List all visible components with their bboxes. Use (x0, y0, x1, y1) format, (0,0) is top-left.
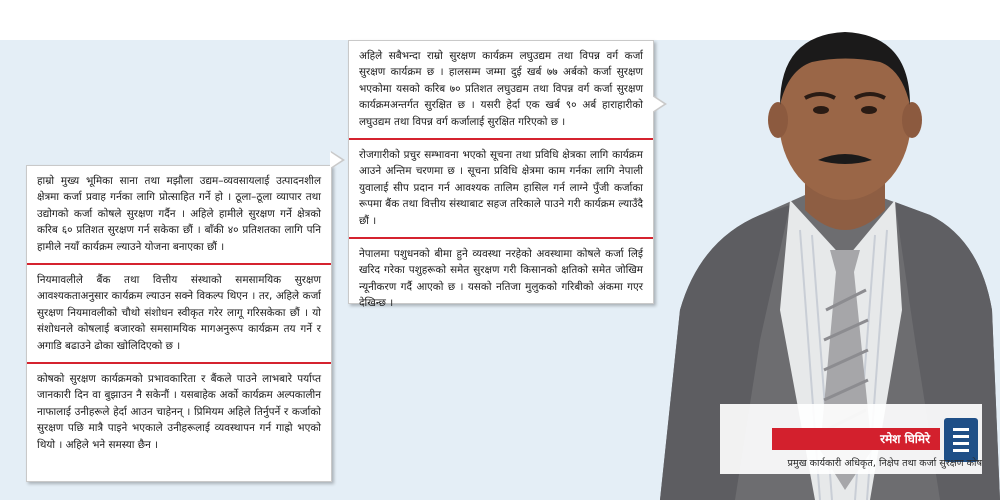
red-divider (27, 263, 331, 265)
speech-tail-left-fill (330, 152, 342, 168)
quote-box-right (348, 40, 654, 310)
person-title: प्रमुख कार्यकारी अधिकृत, निक्षेप तथा कर्जा सुरक्षण कोष (787, 458, 982, 469)
quote-right-paragraph-3: नेपालमा पशुधनको बीमा हुने व्यवस्था नरहेको अवस्थामा कोषले कर्जा लिई खरिद गरेका पशुहरूको समेत सुरक्षण गरी किसानको क्षतिको समेत जोखिम न्यूनीकरण गर्दै आएको छ । यसको नतिजा मुलुकको गरिबीको अंकमा गएर देखिन्छ । (359, 248, 643, 310)
red-divider (349, 237, 653, 239)
person-name: रमेश घिमिरे (772, 428, 940, 450)
quote-right-paragraph-2: रोजगारीको प्रचुर सम्भावना भएको सूचना तथा प्रविधि क्षेत्रका लागि कार्यक्रम आउने अन्तिम चरणमा छ । सूचना प्रविधि क्षेत्रमा काम गर्नका लागि नेपाली युवालाई सीप प्रदान गर्न आवश्यक तालिम हासिल गर्न लाग्ने पुँजी कर्जाका रूपमा बैंक तथा वित्तीय संस्थाबाट सहज तरिकाले पाउने गरी कार्यक्रम ल्याउँदै छौं । (359, 149, 643, 227)
red-divider (27, 362, 331, 364)
quote-left-paragraph-3: कोषको सुरक्षण कार्यक्रमको प्रभावकारिता र बैंकले पाउने लाभबारे पर्याप्त जानकारी दिन वा बुझाउन नै सकेनौं । यसबाहेक अर्को कार्यक्रम अल्पकालीन नाफालाई उनीहरूले हेर्दा आउन चाहेनन् । प्रिमियम अहिले तिर्नुपर्ने र कर्जाको सुरक्षण पछि मात्रै पाइने भएकाले उनीहरूलाई व्यवस्थापन गर्न गाह्रो भएको थियो । अहिले भने समस्या छैन । (37, 373, 321, 451)
caption-block (720, 404, 982, 474)
quote-left-paragraph-2: नियमावलीले बैंक तथा वित्तीय संस्थाको समसामयिक सुरक्षण आवश्यकताअनुसार कार्यक्रम ल्याउन सक्ने विकल्प थिएन । तर, अहिले कर्जा सुरक्षण नियमावलीको चौथो संशोधन स्वीकृत गरेर लागू गरिसकेका छौं । यो संशोधनले कोषलाई बजारको समसामयिक मागअनुरूप कार्यक्रम तय गर्ने र अगाडि बढाउने ढोका खोलिदिएको छ । (37, 274, 321, 352)
quote-box-left (26, 165, 332, 482)
quote-left-paragraph-1: हाम्रो मुख्य भूमिका साना तथा मझौला उद्यम–व्यवसायलाई उत्पादनशील क्षेत्रमा कर्जा प्रवाह गर्नका लागि प्रोत्साहित गर्ने हो । ठूला–ठूला व्यापार तथा उद्योगको कर्जा कोषले सुरक्षण गर्दैन । अहिले हामीले सुरक्षण गर्ने क्षेत्रको करिब ६० प्रतिशत सुरक्षण गर्न सकेका छौं । बाँकी ४० प्रतिशतका लागि पनि हामीले नयाँ कार्यक्रम ल्याउने योजना बनाएका छौं । (37, 175, 321, 253)
quote-right-paragraph-1: अहिले सबैभन्दा राम्रो सुरक्षण कार्यक्रम लघुउद्यम तथा विपन्न वर्ग कर्जा सुरक्षण कार्यक्रम छ । हालसम्म जम्मा दुई खर्ब ७७ अर्बको कर्जा सुरक्षण भएकोमा यसको करिब ७० प्रतिशत लघुउद्यम तथा विपन्न वर्ग कर्जा सुरक्षण कार्यक्रमअन्तर्गत सुरक्षित छ । यसरी हेर्दा एक खर्ब ९० अर्ब हाराहारीको लघुउद्यम तथा विपन्न वर्ग कर्जालाई सुरक्षित गरिएको छ । (359, 50, 643, 128)
red-divider (349, 138, 653, 140)
